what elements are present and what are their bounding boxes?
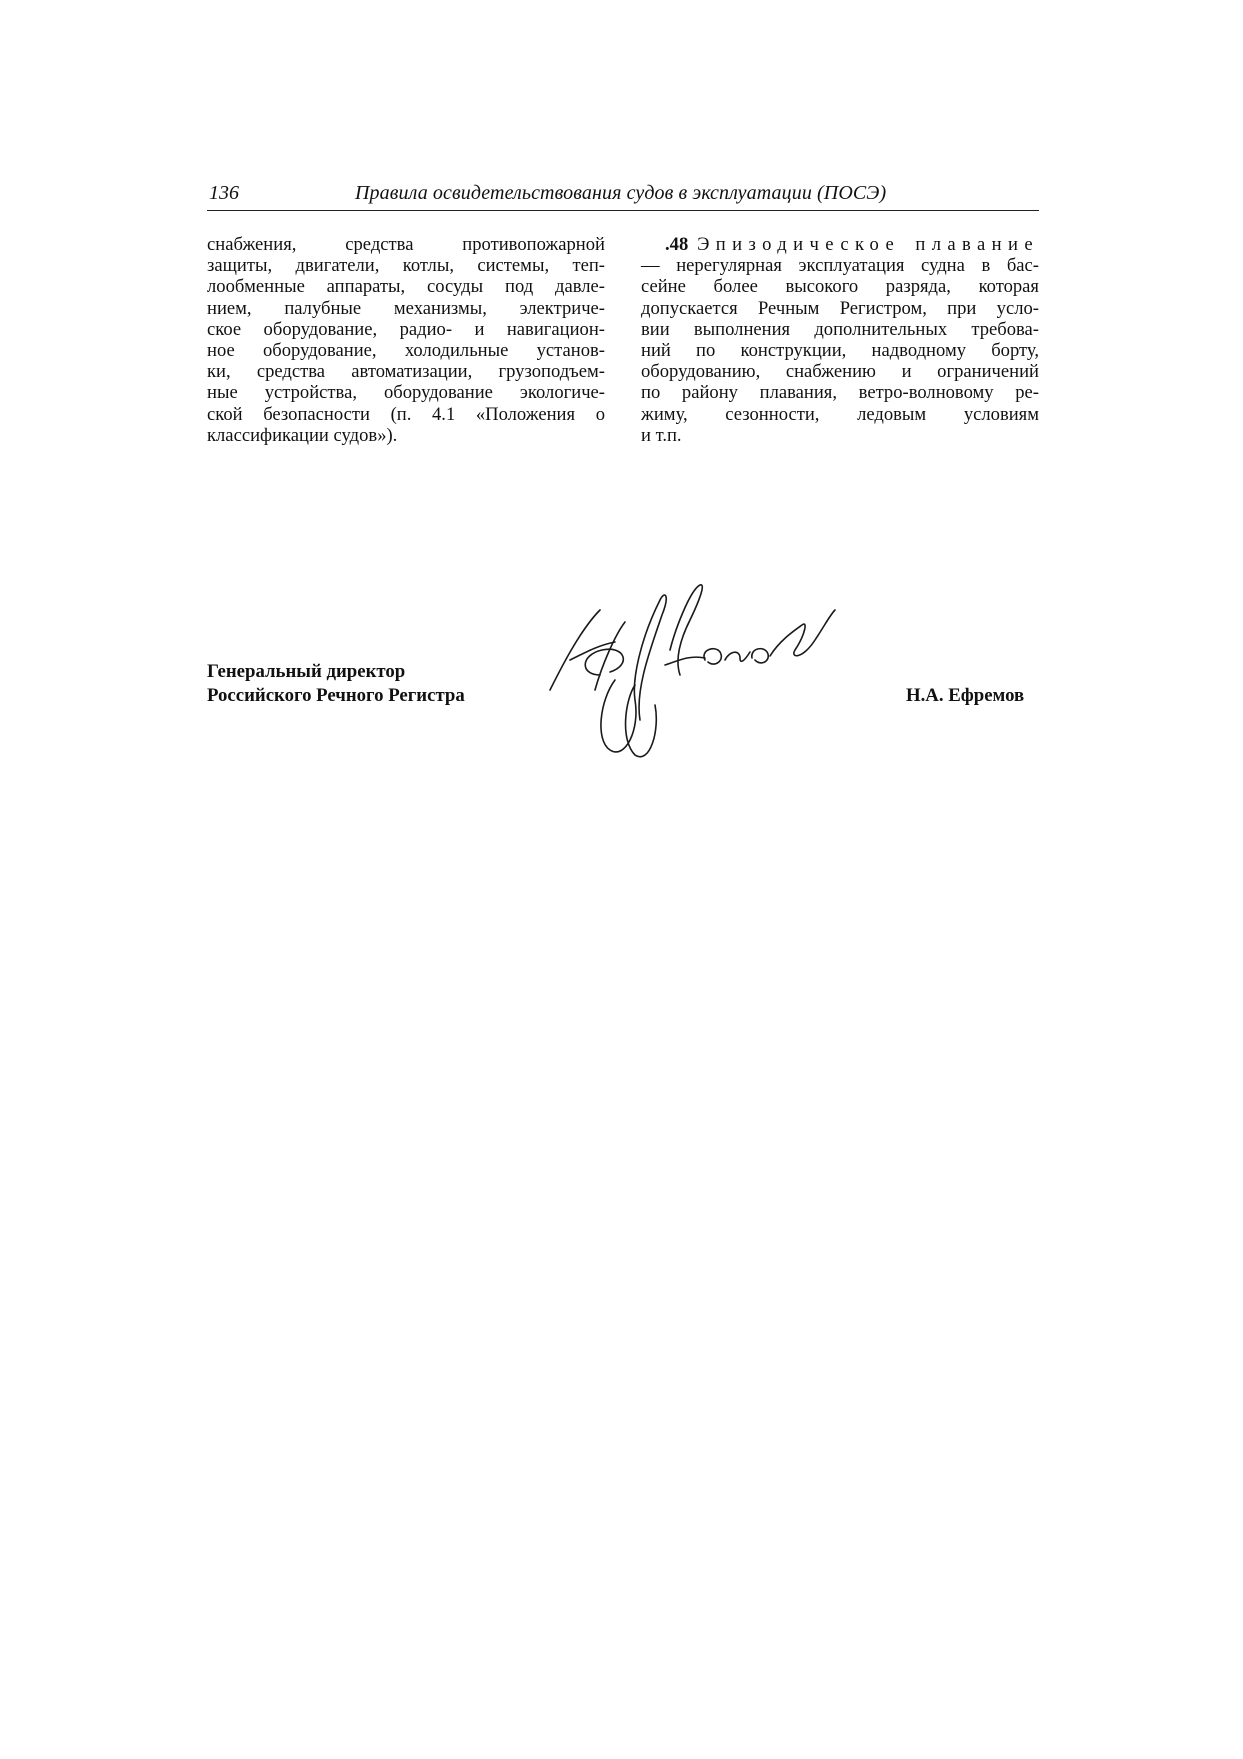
text-line: ское оборудование, радио- и навигацион- (207, 318, 605, 340)
defined-term: Эпизодическое плавание (697, 234, 1039, 255)
text-line: снабжения, средства противопожарной (207, 234, 605, 255)
right-column (641, 234, 1039, 446)
text-line: допускается Речным Регистром, при усло- (641, 297, 1039, 319)
text-line: по району плавания, ветро-волновому ре- (641, 382, 1039, 404)
text-line: ки, средства автоматизации, грузоподъем- (207, 361, 605, 383)
position-line: Генеральный директор (207, 661, 406, 682)
text-line: жиму, сезонности, ледовым условиям (641, 403, 1039, 425)
text-line: оборудованию, снабжению и ограничений (641, 361, 1039, 383)
definition-heading-line (641, 234, 1039, 255)
running-header (207, 182, 1039, 211)
page-number: 136 (209, 182, 239, 204)
signatory-name: Н.А. Ефремов (906, 685, 1025, 706)
text-line: ний по конструкции, надводному борту, (641, 340, 1039, 362)
text-line: сейне более высокого разряда, которая (641, 276, 1039, 298)
text-line: защиты, двигатели, котлы, системы, теп- (207, 255, 605, 277)
text-line: и т.п. (641, 424, 682, 446)
position-line: Российского Речного Регистра (207, 685, 465, 706)
text-line: вии выполнения дополнительных требова- (641, 318, 1039, 340)
text-line: ской безопасности (п. 4.1 «Положения о (207, 403, 605, 425)
text-line: — нерегулярная эксплуатация судна в бас- (641, 255, 1039, 277)
text-line: ное оборудование, холодильные установ- (207, 340, 605, 362)
header-title: Правила освидетельствования судов в эксплуатации (ПОСЭ) (355, 182, 887, 204)
text-line: лообменные аппараты, сосуды под давле- (207, 276, 605, 298)
text-line: нием, палубные механизмы, электриче- (207, 297, 605, 319)
text-line: ные устройства, оборудование экологиче- (207, 382, 605, 404)
handwritten-signature (540, 580, 860, 770)
signatory-position (207, 660, 465, 708)
text-line: классификации судов»). (207, 424, 398, 446)
left-column (207, 234, 605, 446)
item-number: .48 (665, 234, 689, 255)
